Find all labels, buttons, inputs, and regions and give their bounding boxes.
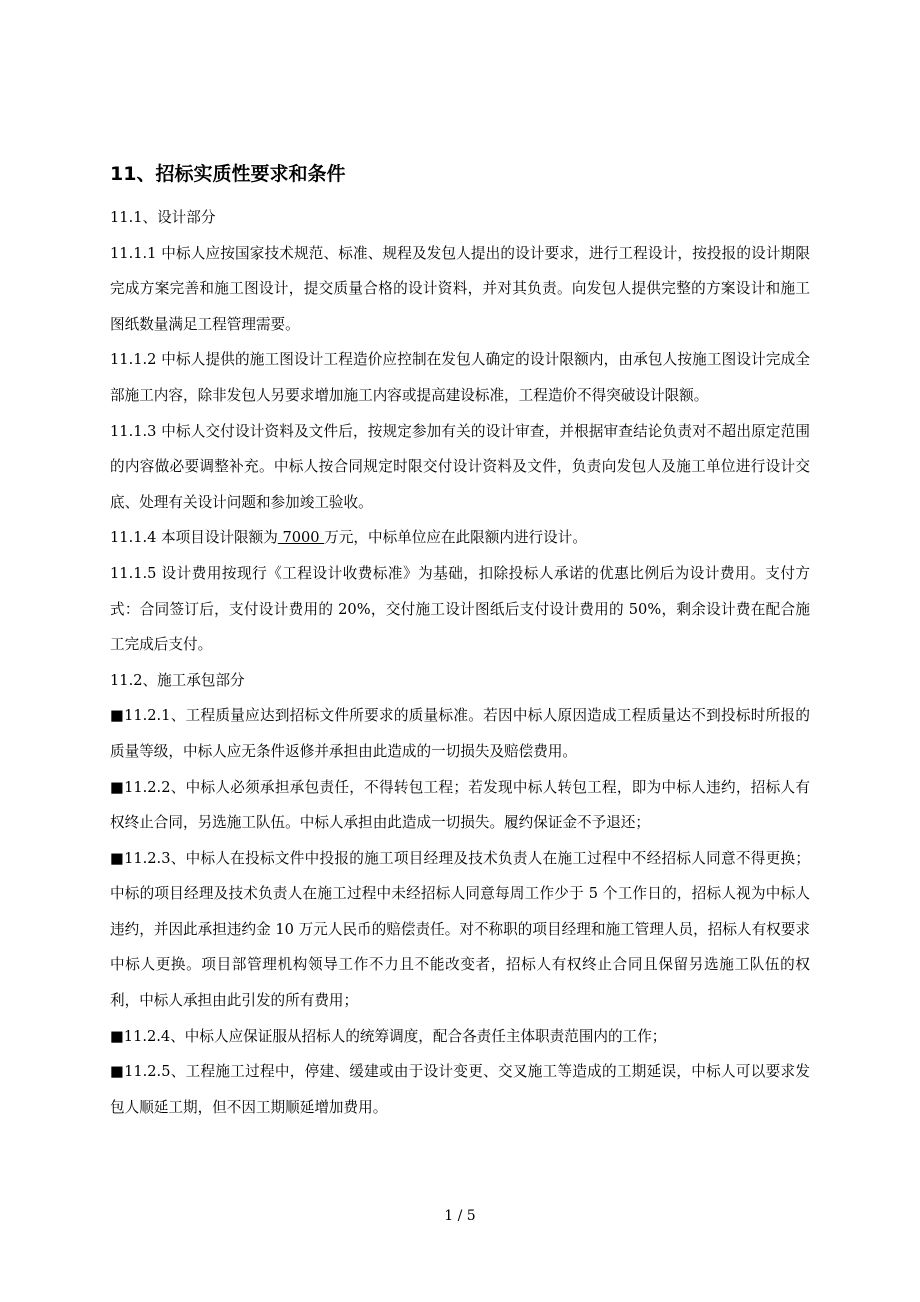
clause-11-1-2: 11.1.2 中标人提供的施工图设计工程造价应控制在发包人确定的设计限额内，由承包人按施工图设计完成全部施工内容，除非发包人另要求增加施工内容或提高建设标准，工程造价不得突破设计限额。 — [110, 351, 810, 404]
document-body — [110, 156, 810, 1125]
clause-11-2-4: ■11.2.4、中标人应保证服从招标人的统筹调度，配合各责任主体职责范围内的工作； — [110, 1027, 667, 1045]
clause-11-2-1: ■11.2.1、工程质量应达到招标文件所要求的质量标准。若因中标人原因造成工程质量达不到投标时所报的质量等级，中标人应无条件返修并承担由此造成的一切损失及赔偿费用。 — [110, 707, 810, 760]
design-limit-value: 7000 — [277, 529, 325, 547]
subsection-title-construction: 11.2、施工承包部分 — [110, 671, 245, 689]
clause-11-1-5: 11.1.5 设计费用按现行《工程设计收费标准》为基础，扣除投标人承诺的优惠比例后为设计费用。支付方式：合同签订后，支付设计费用的 20%，交付施工设计图纸后支付设计费用的 50%，剩余设计费在配合施工完成后支付。 — [110, 564, 810, 654]
clause-11-2-2: ■11.2.2、中标人必须承担承包责任，不得转包工程；若发现中标人转包工程，即为中标人违约，招标人有权终止合同，另选施工队伍。中标人承担由此造成一切损失。履约保证金不予退还； — [110, 778, 810, 832]
clause-11-2-5: ■11.2.5、工程施工过程中，停建、缓建或由于设计变更、交叉施工等造成的工期延误，中标人可以要求发包人顺延工期，但不因工期顺延增加费用。 — [110, 1063, 810, 1116]
clause-11-1-4-text-before: 11.1.4 本项目设计限额为 — [110, 529, 278, 547]
page-number: 1 / 5 — [444, 1208, 476, 1224]
clause-11-1-3: 11.1.3 中标人交付设计资料及文件后，按规定参加有关的设计审查，并根据审查结论负责对不超出原定范围的内容做必要调整补充。中标人按合同规定时限交付设计资料及文件，负责向发包人及施工单位进行设计交底、处理有关设计问题和参加竣工验收。 — [110, 422, 810, 511]
clause-11-2-3: ■11.2.3、中标人在投标文件中投报的施工项目经理及技术负责人在施工过程中不经招标人同意不得更换；中标的项目经理及技术负责人在施工过程中未经招标人同意每周工作少于 5 个工作日的，招标人视为中标人违约，并因此承担违约金 10 万元人民币的赔偿责任。对不称职的项目经理和施工管理人员，招标人有权要求中标人更换。项目部管理机构领导工作不力且不能改变者，招标人有权终止合同且保留另选施工队伍的权利，中标人承担由此引发的所有费用； — [110, 849, 810, 1010]
section-heading: 11、招标实质性要求和条件 — [110, 163, 346, 185]
subsection-title-design: 11.1、设计部分 — [110, 209, 216, 226]
clause-11-1-4 — [110, 520, 810, 556]
clause-11-1-4-text-after: 万元，中标单位应在此限额内进行设计。 — [324, 529, 587, 547]
clause-11-1-1: 11.1.1 中标人应按国家技术规范、标准、规程及发包人提出的设计要求，进行工程设计，按投报的设计期限完成方案完善和施工图设计，提交质量合格的设计资料，并对其负责。向发包人提供完整的方案设计和施工图纸数量满足工程管理需要。 — [110, 244, 810, 333]
